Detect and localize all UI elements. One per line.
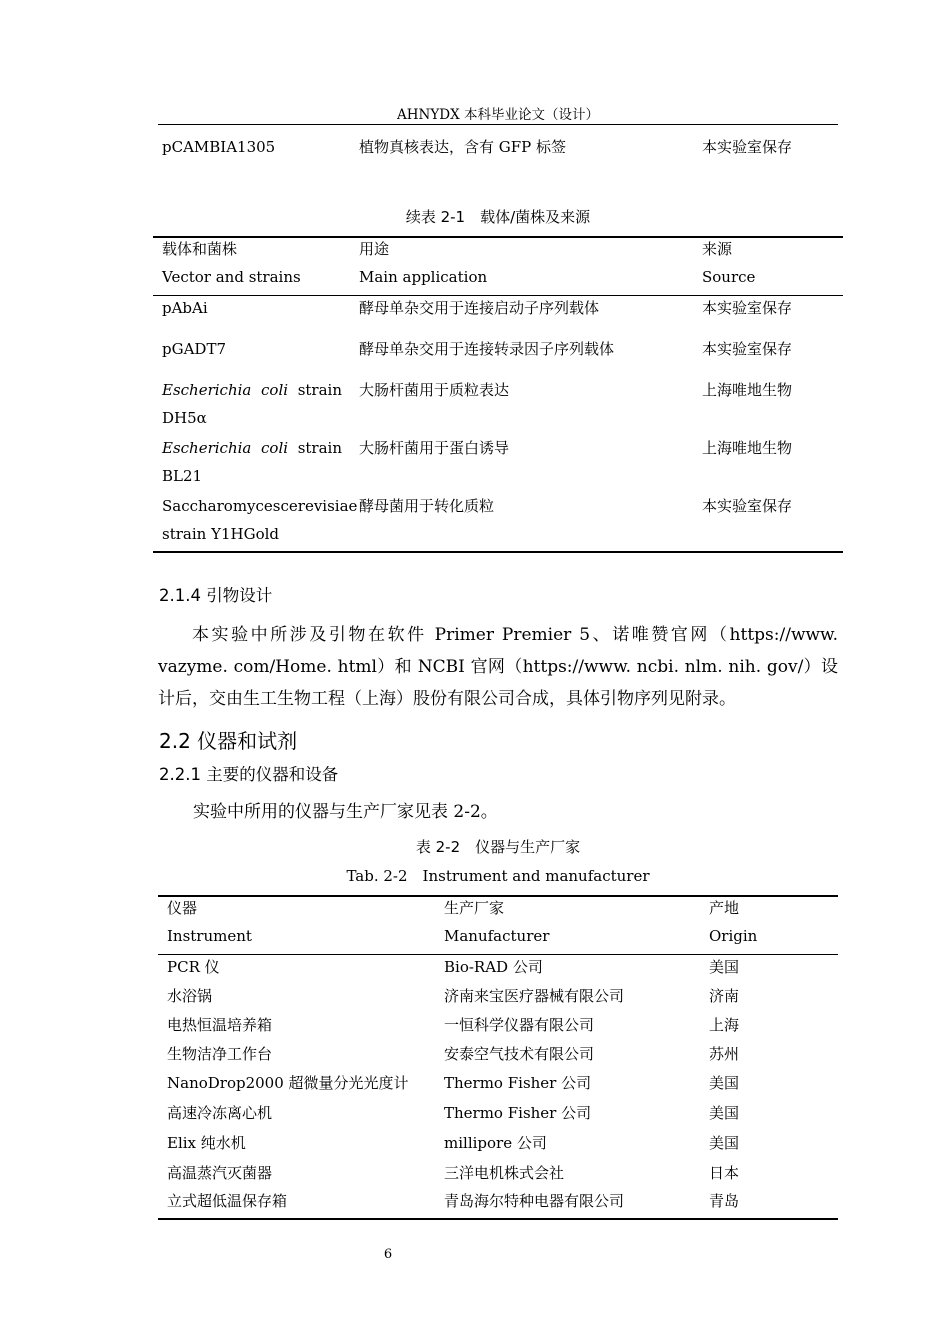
table21-header-col2-cn: 用途: [359, 240, 390, 258]
table22-row-origin: 苏州: [709, 1045, 740, 1063]
table21-row4-source: 上海唯地生物: [702, 439, 793, 457]
prev-table-use: 植物真核表达，含有 GFP 标签: [359, 138, 567, 156]
section-214-line3: 计后，交由生工生物工程（上海）股份有限公司合成，具体引物序列见附录。: [158, 689, 736, 709]
section-214-line2: vazyme. com/Home. html）和 NCBI 官网（https://www. ncbi. nlm. nih. gov/）设: [158, 657, 838, 677]
table21-row2-name: pGADT7: [162, 340, 226, 358]
table22-header-rule: [158, 954, 838, 955]
table22-row-instrument: NanoDrop2000 超微量分光光度计: [167, 1074, 409, 1092]
table21-row5-name-line2: strain Y1HGold: [162, 525, 280, 543]
table21-top-rule: [153, 236, 843, 238]
table22-top-rule: [158, 895, 838, 897]
table22-row-maker: Thermo Fisher 公司: [444, 1074, 592, 1092]
table22-row-maker: Thermo Fisher 公司: [444, 1104, 592, 1122]
table22-bottom-rule: [158, 1218, 838, 1220]
table22-row-origin: 美国: [709, 1104, 740, 1122]
table21-row4-use: 大肠杆菌用于蛋白诱导: [359, 439, 510, 457]
table22-caption-en: Tab. 2-2 Instrument and manufacturer: [346, 867, 650, 885]
prev-table-source: 本实验室保存: [702, 138, 793, 156]
table21-row1-source: 本实验室保存: [702, 299, 793, 317]
header-rule: [158, 124, 838, 125]
table21-row1-name: pAbAi: [162, 299, 208, 317]
table21-row3-name-line1: [162, 380, 342, 400]
section-221-paragraph: 实验中所用的仪器与生产厂家见表 2-2。: [193, 802, 498, 822]
table22-row-maker: 济南来宝医疗器械有限公司: [444, 987, 625, 1005]
section-221-heading: 2.2.1 主要的仪器和设备: [159, 765, 339, 784]
table21-row3-species: coli: [261, 381, 289, 399]
table21-row1-use: 酵母单杂交用于连接启动子序列载体: [359, 299, 600, 317]
table21-header-col1-cn: 载体和菌株: [162, 240, 238, 258]
table22-row-instrument: 生物洁净工作台: [167, 1045, 273, 1063]
prev-table-vector: pCAMBIA1305: [162, 138, 276, 156]
page-number: 6: [383, 1247, 393, 1262]
table22-row-maker: millipore 公司: [444, 1134, 547, 1152]
table21-header-col2-en: Main application: [359, 268, 488, 286]
table22-header-col2-en: Manufacturer: [444, 927, 550, 945]
table22-row-maker: 一恒科学仪器有限公司: [444, 1016, 595, 1034]
table22-row-maker: 安泰空气技术有限公司: [444, 1045, 595, 1063]
table22-row-instrument: Elix 纯水机: [167, 1134, 246, 1152]
table22-row-origin: 上海: [709, 1016, 740, 1034]
table21-row2-use: 酵母单杂交用于连接转录因子序列载体: [359, 340, 615, 358]
table21-row3-name-line2: DH5α: [162, 409, 207, 427]
running-header: AHNYDX 本科毕业论文（设计）: [397, 107, 599, 123]
table21-row3-strain-word: strain: [297, 381, 342, 399]
table21-row4-strain-word: strain: [297, 439, 342, 457]
table21-row3-genus: Escherichia: [162, 381, 252, 399]
table21-row3-use: 大肠杆菌用于质粒表达: [359, 381, 510, 399]
table22-row-instrument: 高速冷冻离心机: [167, 1104, 273, 1122]
table22-header-col2-cn: 生产厂家: [444, 899, 505, 917]
table21-row5-name-line1: [162, 496, 358, 516]
table21-row5-source: 本实验室保存: [702, 497, 793, 515]
table22-header-col3-cn: 产地: [709, 899, 740, 917]
table21-row2-source: 本实验室保存: [702, 340, 793, 358]
section-22-heading: 2.2 仪器和试剂: [159, 729, 298, 753]
table22-row-origin: 美国: [709, 1134, 740, 1152]
table22-row-instrument: 水浴锅: [167, 987, 213, 1005]
table22-row-instrument: PCR 仪: [167, 958, 220, 976]
table22-header-col3-en: Origin: [709, 927, 758, 945]
table21-header-col1-en: Vector and strains: [162, 268, 301, 286]
table22-row-instrument: 立式超低温保存箱: [167, 1192, 288, 1210]
table21-row5-genus: Saccharomyces: [162, 497, 281, 515]
table21-header-col3-cn: 来源: [702, 240, 733, 258]
table22-row-origin: 青岛: [709, 1192, 740, 1210]
table21-row4-genus: Escherichia: [162, 439, 252, 457]
table22-row-origin: 日本: [709, 1164, 740, 1182]
table22-caption-cn: 表 2-2 仪器与生产厂家: [415, 838, 581, 856]
table21-row4-name-line1: [162, 438, 342, 458]
table21-row5-use: 酵母菌用于转化质粒: [359, 497, 495, 515]
table22-row-instrument: 电热恒温培养箱: [167, 1016, 273, 1034]
table21-row5-species: cerevisiae: [280, 497, 358, 515]
table22-row-maker: Bio-RAD 公司: [444, 958, 543, 976]
table21-row4-name-line2: BL21: [162, 467, 203, 485]
section-214-line1: 本实验中所涉及引物在软件 Primer Premier 5、诺唯赞官网（https://www.: [192, 625, 838, 645]
table22-header-col1-en: Instrument: [167, 927, 252, 945]
table21-header-col3-en: Source: [702, 268, 756, 286]
table22-row-maker: 青岛海尔特种电器有限公司: [444, 1192, 625, 1210]
table22-header-col1-cn: 仪器: [167, 899, 198, 917]
section-214-heading: 2.1.4 引物设计: [159, 586, 273, 605]
table21-row4-species: coli: [261, 439, 289, 457]
table22-row-maker: 三洋电机株式会社: [444, 1164, 565, 1182]
table21-header-rule: [153, 295, 843, 296]
table21-bottom-rule: [153, 551, 843, 553]
table22-row-origin: 济南: [709, 987, 740, 1005]
table22-row-instrument: 高温蒸汽灭菌器: [167, 1164, 273, 1182]
table22-row-origin: 美国: [709, 1074, 740, 1092]
table22-row-origin: 美国: [709, 958, 740, 976]
section-214-paragraph: [158, 619, 838, 715]
table21-row3-source: 上海唯地生物: [702, 381, 793, 399]
table21-caption: 续表 2-1 载体/菌株及来源: [405, 208, 591, 226]
